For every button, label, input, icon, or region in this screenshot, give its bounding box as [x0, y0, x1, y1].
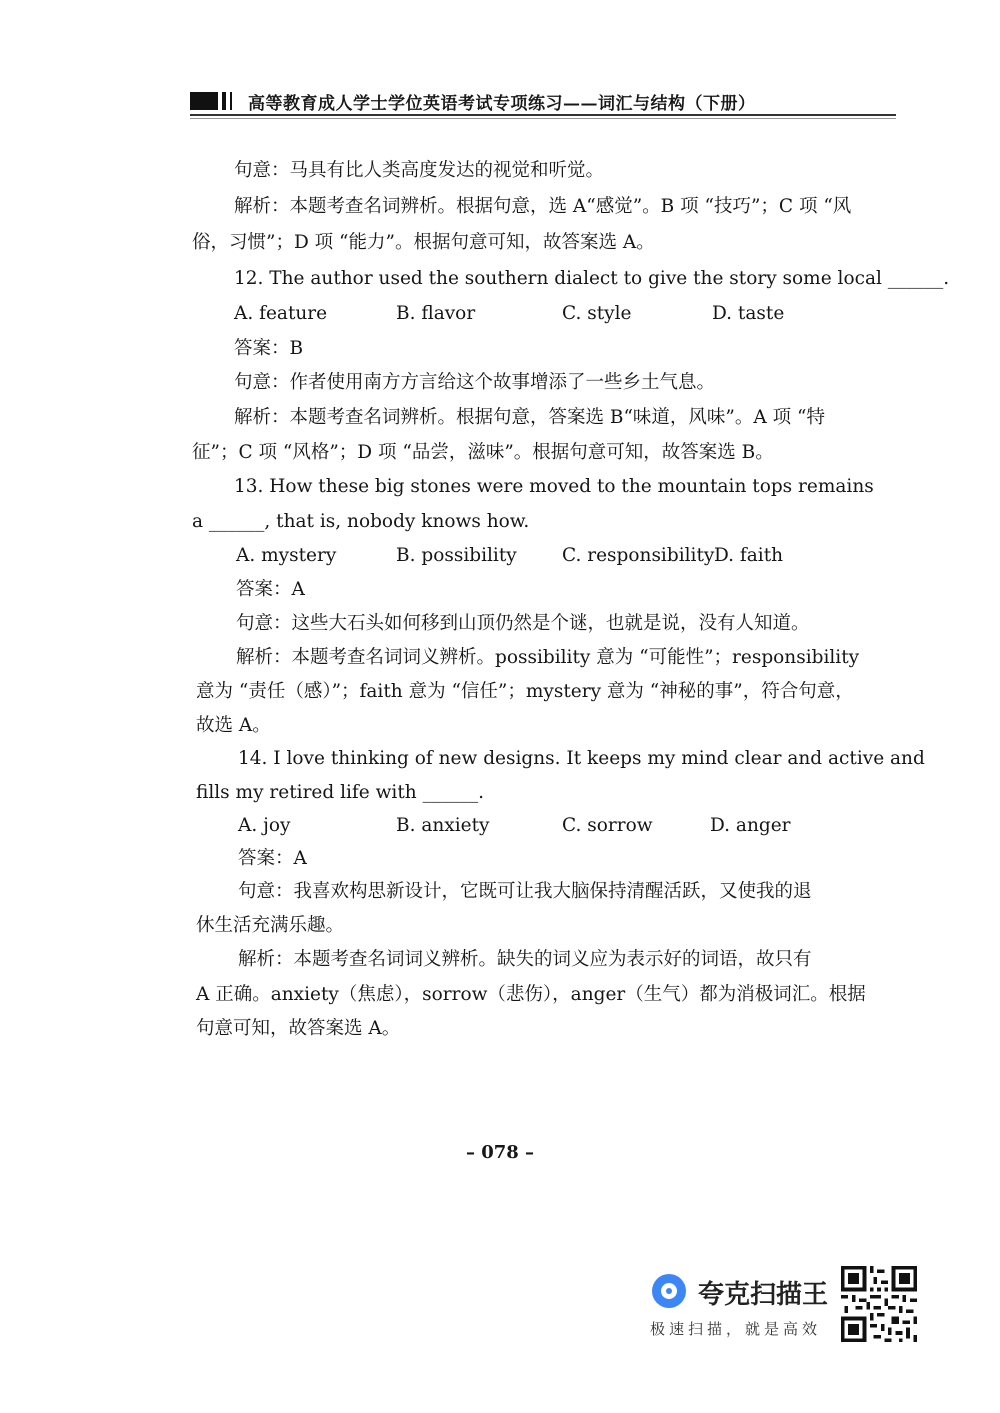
- q11-explanation-line1: 解析：本题考查名词辨析。根据句意，选 A“感觉”。B 项 “技巧”；C 项 “风: [234, 196, 852, 217]
- q14-option-a: A. joy: [238, 815, 291, 836]
- q13-explanation-line2: 意为 “责任（感）”；faith 意为 “信任”；mystery 意为 “神秘的事”，符合句意，: [196, 681, 854, 702]
- q12-option-b: B. flavor: [396, 303, 476, 324]
- header-rule: [190, 114, 896, 116]
- q14-explanation-line2: A 正确。anxiety（焦虑），sorrow（悲伤），anger（生气）都为消极词汇。根据: [196, 984, 866, 1005]
- q14-explanation-line3: 句意可知，故答案选 A。: [196, 1018, 401, 1039]
- running-header: [190, 84, 896, 118]
- q13-option-b: B. possibility: [396, 545, 517, 566]
- q14-options: [238, 813, 838, 839]
- q13-meaning: 句意：这些大石头如何移到山顶仍然是个谜，也就是说，没有人知道。: [236, 613, 810, 634]
- qr-code-icon: [838, 1266, 920, 1342]
- q14-meaning-line2: 休生活充满乐趣。: [196, 915, 345, 936]
- header-title: 高等教育成人学士学位英语考试专项练习——词汇与结构（下册）: [248, 94, 756, 114]
- watermark-slogan: 极速扫描，就是高效: [650, 1320, 822, 1338]
- q13-explanation-line3: 故选 A。: [196, 715, 271, 736]
- q13-stem-line2: a ______, that is, nobody knows how.: [192, 511, 530, 532]
- q12-option-c: C. style: [562, 303, 632, 324]
- q14-stem-line1: 14. I love thinking of new designs. It keeps my mind clear and active and: [238, 748, 925, 769]
- header-bar-mark: [222, 92, 226, 110]
- q13-answer: 答案：A: [236, 579, 305, 600]
- q12-stem: 12. The author used the southern dialect to give the story some local ______.: [234, 268, 950, 289]
- q13-explanation-line1: 解析：本题考查名词词义辨析。possibility 意为 “可能性”；responsibility: [236, 647, 860, 668]
- q12-explanation-line2: 征”；C 项 “风格”；D 项 “品尝，滋味”。根据句意可知，故答案选 B。: [192, 442, 774, 463]
- q11-explanation-line2: 俗，习惯”；D 项 “能力”。根据句意可知，故答案选 A。: [192, 232, 655, 253]
- q12-meaning: 句意：作者使用南方方言给这个故事增添了一些乡土气息。: [234, 372, 716, 393]
- q12-option-a: A. feature: [234, 303, 328, 324]
- q11-meaning: 句意：马具有比人类高度发达的视觉和听觉。: [234, 160, 605, 181]
- q12-option-d: D. taste: [712, 303, 785, 324]
- q14-option-d: D. anger: [710, 815, 791, 836]
- q12-answer: 答案：B: [234, 338, 304, 359]
- q13-option-a: A. mystery: [236, 545, 337, 566]
- header-bar-mark-thin: [230, 92, 232, 110]
- q14-answer: 答案：A: [238, 848, 307, 869]
- q14-option-c: C. sorrow: [562, 815, 653, 836]
- q13-stem-line1: 13. How these big stones were moved to the mountain tops remains: [234, 476, 874, 497]
- watermark-app-name: 夸克扫描王: [698, 1280, 829, 1310]
- quark-logo-icon: [652, 1274, 686, 1308]
- q14-explanation-line1: 解析：本题考查名词词义辨析。缺失的词义应为表示好的词语，故只有: [238, 949, 812, 970]
- header-block-mark: [190, 92, 218, 110]
- q13-option-d: D. faith: [714, 545, 784, 566]
- q14-stem-line2: fills my retired life with ______.: [196, 782, 484, 803]
- q14-option-b: B. anxiety: [396, 815, 490, 836]
- header-rule-thin: [190, 118, 896, 119]
- q12-explanation-line1: 解析：本题考查名词辨析。根据句意，答案选 B“味道，风味”。A 项 “特: [234, 407, 825, 428]
- q13-option-c: C. responsibility: [562, 545, 715, 566]
- q12-options: [234, 301, 834, 327]
- q14-meaning-line1: 句意：我喜欢构思新设计，它既可让我大脑保持清醒活跃，又使我的退: [238, 881, 812, 902]
- page-number: – 078 –: [465, 1142, 535, 1163]
- q13-options: [236, 543, 836, 569]
